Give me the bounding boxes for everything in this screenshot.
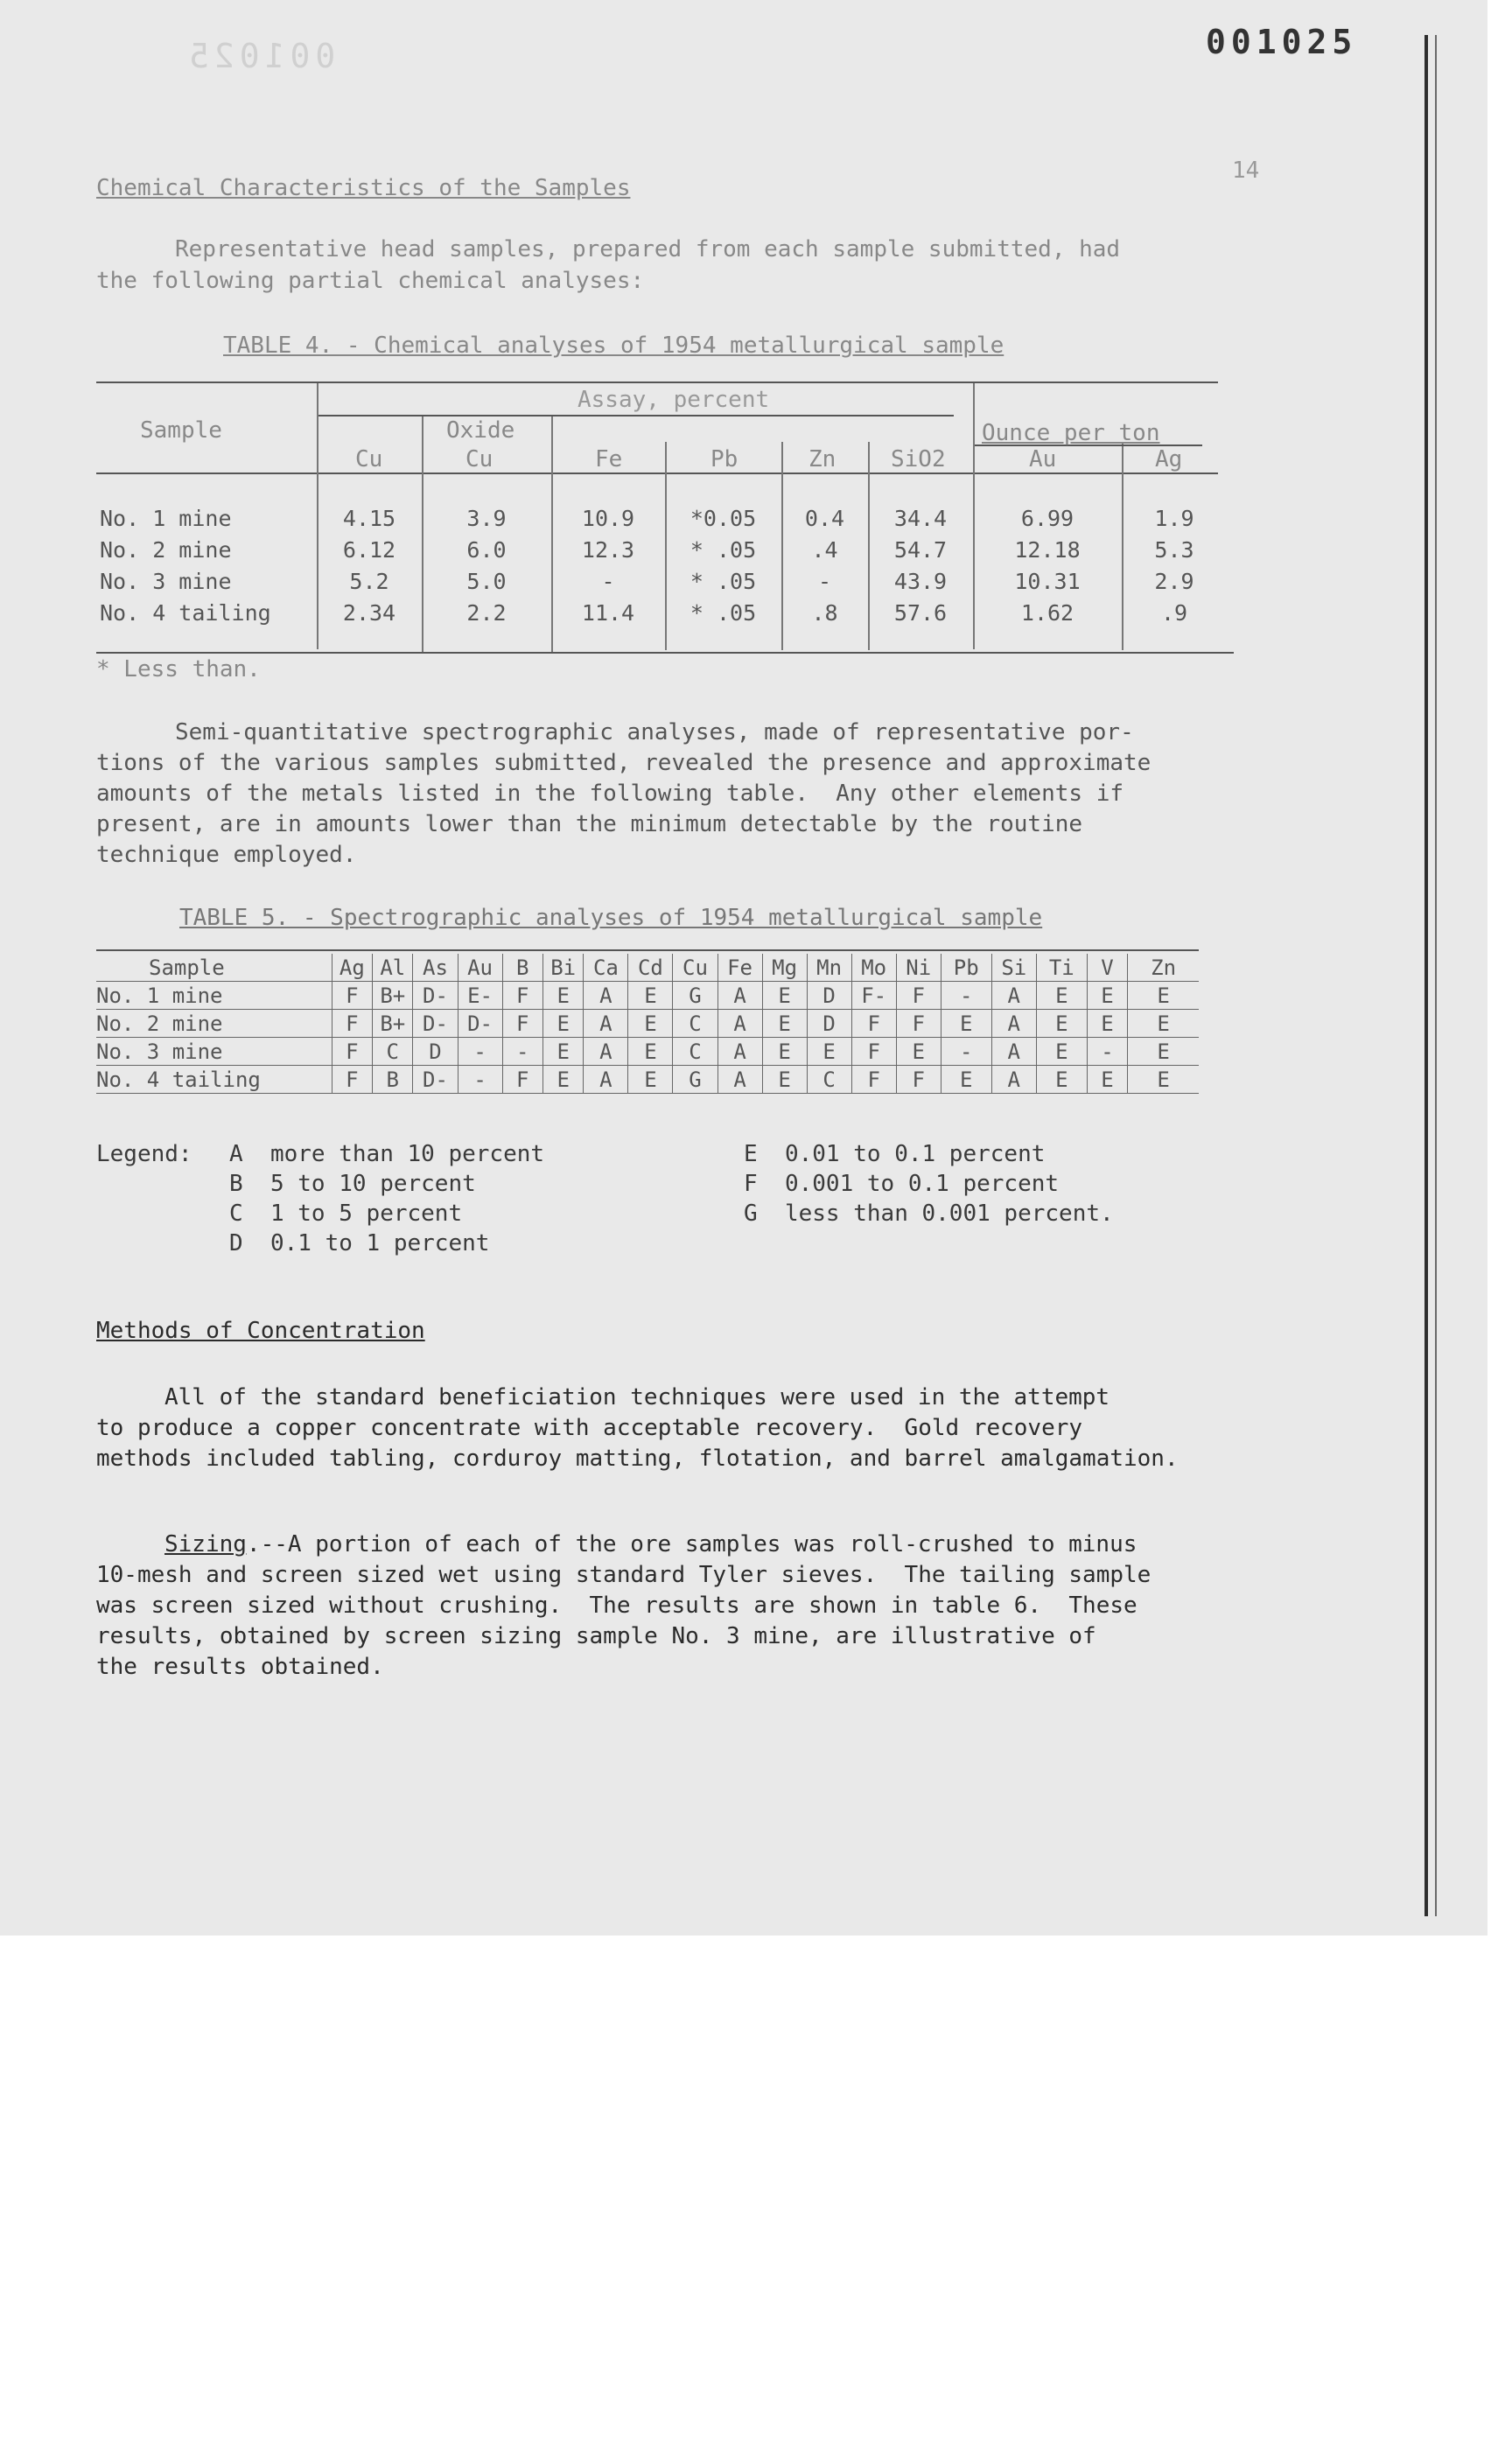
sizing-line-3: was screen sized without crushing. The results are shown in table 6. These	[96, 1592, 1138, 1619]
table4-cell-sample: No. 2 mine	[100, 536, 232, 563]
table5-value-cell: -	[458, 1038, 502, 1066]
table4-row	[94, 502, 1227, 534]
doc-id-bleedthrough: 001025	[184, 37, 336, 75]
table5-value-cell: E	[628, 1066, 673, 1094]
table5-value-cell: F-	[851, 982, 896, 1010]
legend-text: 0.1 to 1 percent	[270, 1230, 490, 1256]
table5-value-cell: E	[628, 1038, 673, 1066]
table5-value-cell: D	[807, 1010, 851, 1038]
table5-header-cell: Al	[373, 954, 413, 982]
table5-header-cell: Pb	[941, 954, 991, 982]
table5-value-cell: F	[851, 1038, 896, 1066]
table4-ag-header: Ag	[1155, 446, 1183, 472]
legend-entry	[744, 1169, 1059, 1199]
page-edge-line-inner	[1435, 35, 1437, 1916]
table5-value-cell: C	[673, 1038, 718, 1066]
table5-row	[96, 1010, 1199, 1038]
table4-cell-oxide: 2.2	[466, 599, 507, 626]
table5-value-cell: F	[896, 1010, 941, 1038]
table5-value-cell: E	[1087, 982, 1127, 1010]
table5-header-cell: Ca	[584, 954, 628, 982]
table5-value-cell: E	[807, 1038, 851, 1066]
legend-text: less than 0.001 percent.	[784, 1200, 1114, 1227]
table5-value-cell: E	[941, 1010, 991, 1038]
table4-row	[94, 597, 1227, 628]
table5-value-cell: E	[1128, 1038, 1199, 1066]
table4-cell-zn: 0.4	[804, 505, 845, 531]
table4-cell-cu: 2.34	[342, 599, 396, 626]
legend-text: 0.01 to 0.1 percent	[784, 1141, 1046, 1167]
table4-cell-ag: .9	[1160, 599, 1188, 626]
table4-au-header: Au	[1029, 446, 1057, 472]
table5-value-cell: E	[941, 1066, 991, 1094]
table4-cell-cu: 6.12	[342, 536, 396, 563]
table5-value-cell: F	[502, 1066, 542, 1094]
table4-cell-oxide: 5.0	[466, 568, 507, 594]
table4-cell-sample: No. 1 mine	[100, 505, 232, 531]
sizing-title: Sizing	[164, 1531, 247, 1558]
table5-value-cell: F	[332, 1010, 372, 1038]
table5-value-cell: D-	[458, 1010, 502, 1038]
table5-value-cell: E	[542, 1038, 583, 1066]
legend-key: G	[744, 1200, 758, 1227]
table4-cell-sample: No. 4 tailing	[100, 599, 271, 626]
table5-value-cell: G	[673, 982, 718, 1010]
table5-value-cell: F	[332, 1066, 372, 1094]
table5-value-cell: A	[991, 1010, 1036, 1038]
table5-value-cell: E	[762, 1066, 807, 1094]
table4-cell-sio2: 57.6	[893, 599, 948, 626]
table5-value-cell: -	[502, 1038, 542, 1066]
table5-value-cell: E	[1128, 982, 1199, 1010]
table5-value-cell: -	[1087, 1038, 1127, 1066]
table4-cell-cu: 5.2	[349, 568, 389, 594]
table4-cell-cu: 4.15	[342, 505, 396, 531]
table4-cell-sio2: 34.4	[893, 505, 948, 531]
table4-cell-oxide: 6.0	[466, 536, 507, 563]
table5-sample-cell: No. 2 mine	[96, 1010, 332, 1038]
table5-value-cell: A	[991, 982, 1036, 1010]
table4-assay-header: Assay, percent	[578, 387, 770, 413]
table5-value-cell: A	[718, 1010, 762, 1038]
spectro-line-1: Semi-quantitative spectrographic analyses, made of representative por-	[175, 719, 1134, 746]
table5-header-cell: As	[413, 954, 458, 982]
table5-header-cell: Ag	[332, 954, 372, 982]
table4-cell-sample: No. 3 mine	[100, 568, 232, 594]
table4-cell-au: 6.99	[1020, 505, 1074, 531]
legend-entry	[229, 1169, 476, 1199]
table5-value-cell: E	[1036, 1010, 1087, 1038]
table5-value-cell: E	[762, 1010, 807, 1038]
table4-cell-ag: 5.3	[1154, 536, 1194, 563]
table5-value-cell: E	[628, 1010, 673, 1038]
table5-value-cell: E	[542, 982, 583, 1010]
table4-oz-header: Ounce per ton	[982, 420, 1160, 446]
table5-header-cell: Ti	[1036, 954, 1087, 982]
spectro-line-2: tions of the various samples submitted, revealed the presence and approximate	[96, 750, 1152, 776]
legend-entry	[744, 1139, 1045, 1169]
document-id: 001025	[1206, 23, 1358, 61]
table5-value-cell: E	[542, 1010, 583, 1038]
table5-legend-title: Legend:	[96, 1141, 192, 1167]
table5-value-cell: E	[1128, 1010, 1199, 1038]
table5-value-cell: D	[413, 1038, 458, 1066]
table5-value-cell: A	[718, 1038, 762, 1066]
table5-value-cell: G	[673, 1066, 718, 1094]
table5-value-cell: B+	[373, 1010, 413, 1038]
table4-pb-header: Pb	[710, 446, 738, 472]
table5-value-cell: E	[1087, 1066, 1127, 1094]
table4-cell-au: 12.18	[1014, 536, 1081, 563]
table5-value-cell: D-	[413, 1066, 458, 1094]
table5-value-cell: A	[584, 1038, 628, 1066]
table5-row	[96, 1038, 1199, 1066]
table5-value-cell: F	[502, 1010, 542, 1038]
table5-header-cell: Sample	[96, 954, 332, 982]
table5-value-cell: E	[1036, 1066, 1087, 1094]
table4-cell-pb: *0.05	[690, 505, 757, 531]
table5-row	[96, 982, 1199, 1010]
table5-header-cell: B	[502, 954, 542, 982]
sizing-line-1	[164, 1530, 1137, 1560]
table5-value-cell: D-	[413, 1010, 458, 1038]
table4-cell-fe: 11.4	[581, 599, 635, 626]
table5-value-cell: A	[718, 982, 762, 1010]
table4-cell-fe: 12.3	[581, 536, 635, 563]
table5-value-cell: A	[584, 982, 628, 1010]
table5-value-cell: C	[673, 1010, 718, 1038]
table5-header-cell: Cd	[628, 954, 673, 982]
table4-cell-zn: .4	[811, 536, 838, 563]
table5-value-cell: E	[1087, 1010, 1127, 1038]
table4-cell-fe: -	[601, 568, 615, 594]
legend-entry	[229, 1228, 489, 1258]
table5-header-row	[96, 954, 1199, 982]
legend-text: 1 to 5 percent	[270, 1200, 463, 1227]
table5-value-cell: A	[991, 1038, 1036, 1066]
table5-value-cell: C	[807, 1066, 851, 1094]
table4-cell-sio2: 43.9	[893, 568, 948, 594]
table4-cell-fe: 10.9	[581, 505, 635, 531]
table4-cell-oxide: 3.9	[466, 505, 507, 531]
table5-value-cell: E	[628, 982, 673, 1010]
legend-key: A	[229, 1141, 243, 1167]
table4-oxide-header-2: Cu	[466, 446, 494, 472]
table4-bottom-rule	[96, 652, 1234, 654]
table5-value-cell: F	[332, 1038, 372, 1066]
table5-header-cell: Mg	[762, 954, 807, 982]
methods-line-1: All of the standard beneficiation techniques were used in the attempt	[164, 1384, 1110, 1410]
methods-line-3: methods included tabling, corduroy matting, flotation, and barrel amalgamation.	[96, 1446, 1179, 1472]
legend-key: B	[229, 1171, 243, 1197]
table5-value-cell: -	[941, 1038, 991, 1066]
table5-value-cell: B+	[373, 982, 413, 1010]
table4-zn-header: Zn	[808, 446, 836, 472]
table4-footnote: * Less than.	[96, 656, 261, 682]
table4-sample-header: Sample	[140, 417, 222, 444]
table5-header-cell: Ni	[896, 954, 941, 982]
intro-line-2: the following partial chemical analyses:	[96, 268, 645, 294]
sizing-line-4: results, obtained by screen sizing sample No. 3 mine, are illustrative of	[96, 1623, 1096, 1649]
table5-header-cell: Bi	[542, 954, 583, 982]
table5-header-cell: Cu	[673, 954, 718, 982]
table4-cell-pb: * .05	[690, 536, 757, 563]
table5-value-cell: F	[851, 1010, 896, 1038]
table5-value-cell: C	[373, 1038, 413, 1066]
legend-entry	[229, 1139, 544, 1169]
table4-cu-header: Cu	[355, 446, 383, 472]
legend-text: 0.001 to 0.1 percent	[784, 1171, 1060, 1197]
table5-sample-cell: No. 1 mine	[96, 982, 332, 1010]
table4-row	[94, 534, 1227, 565]
table5-header-cell: Zn	[1128, 954, 1199, 982]
table4-top-rule	[96, 382, 1218, 383]
legend-entry	[744, 1199, 1114, 1228]
table4-body	[94, 502, 1227, 628]
table5-value-cell: A	[718, 1066, 762, 1094]
table4-cell-zn: .8	[811, 599, 838, 626]
page-number: 14	[1232, 158, 1260, 184]
table5-value-cell: F	[896, 1066, 941, 1094]
table4-sio2-header: SiO2	[891, 446, 946, 472]
table5-sample-cell: No. 3 mine	[96, 1038, 332, 1066]
table4-cell-pb: * .05	[690, 599, 757, 626]
table4-fe-header: Fe	[595, 446, 623, 472]
table4-row	[94, 565, 1227, 597]
legend-key: F	[744, 1171, 758, 1197]
table5-header-cell: Mo	[851, 954, 896, 982]
table5-top-rule	[96, 949, 1199, 951]
table4-cell-sio2: 54.7	[893, 536, 948, 563]
legend-entry	[229, 1199, 462, 1228]
table5-value-cell: E	[1036, 982, 1087, 1010]
legend-text: 5 to 10 percent	[270, 1171, 476, 1197]
table5-value-cell: -	[458, 1066, 502, 1094]
table4-oxide-header: Oxide	[446, 417, 515, 444]
spectro-line-5: technique employed.	[96, 842, 357, 868]
table4-cell-pb: * .05	[690, 568, 757, 594]
sizing-line-5: the results obtained.	[96, 1654, 384, 1680]
table5-value-cell: B	[373, 1066, 413, 1094]
table5-value-cell: F	[502, 982, 542, 1010]
legend-key: D	[229, 1230, 243, 1256]
table5-value-cell: E	[896, 1038, 941, 1066]
table5-sample-cell: No. 4 tailing	[96, 1066, 332, 1094]
table5-value-cell: E	[1036, 1038, 1087, 1066]
legend-text: more than 10 percent	[270, 1141, 545, 1167]
methods-line-2: to produce a copper concentrate with acceptable recovery. Gold recovery	[96, 1415, 1083, 1441]
table5-value-cell: F	[851, 1066, 896, 1094]
table5-value-cell: D	[807, 982, 851, 1010]
table5-value-cell: E	[762, 1038, 807, 1066]
table5-value-cell: A	[584, 1066, 628, 1094]
table5-header-cell: Fe	[718, 954, 762, 982]
table4-cell-ag: 1.9	[1154, 505, 1194, 531]
table5-value-cell: E	[762, 982, 807, 1010]
table5-value-cell: D-	[413, 982, 458, 1010]
table5-header-cell: V	[1087, 954, 1127, 982]
table4-cell-au: 10.31	[1014, 568, 1081, 594]
table5-caption: TABLE 5. - Spectrographic analyses of 1954 metallurgical sample	[179, 905, 1043, 931]
table5-row	[96, 1066, 1199, 1094]
intro-line-1: Representative head samples, prepared from each sample submitted, had	[175, 236, 1121, 262]
table4-cell-au: 1.62	[1020, 599, 1074, 626]
table5-value-cell: A	[584, 1010, 628, 1038]
section-title: Chemical Characteristics of the Samples	[96, 175, 631, 201]
table5-value-cell: -	[941, 982, 991, 1010]
spectro-line-3: amounts of the metals listed in the following table. Any other elements if	[96, 780, 1124, 807]
methods-title: Methods of Concentration	[96, 1318, 425, 1344]
page-edge-line	[1424, 35, 1428, 1916]
legend-key: E	[744, 1141, 758, 1167]
table5-header-cell: Si	[991, 954, 1036, 982]
table5	[96, 954, 1199, 1094]
sizing-line-1-text: .--A portion of each of the ore samples was roll-crushed to minus	[246, 1531, 1138, 1558]
table5-value-cell: E	[1128, 1066, 1199, 1094]
table4-cell-zn: -	[817, 568, 832, 594]
table4-caption: TABLE 4. - Chemical analyses of 1954 metallurgical sample	[223, 332, 1004, 359]
sizing-line-2: 10-mesh and screen sized wet using standard Tyler sieves. The tailing sample	[96, 1562, 1152, 1588]
table5-value-cell: F	[896, 982, 941, 1010]
table5-header-cell: Au	[458, 954, 502, 982]
table5-value-cell: E	[542, 1066, 583, 1094]
table5-value-cell: A	[991, 1066, 1036, 1094]
table4-cell-ag: 2.9	[1154, 568, 1194, 594]
table5-value-cell: F	[332, 982, 372, 1010]
table5-value-cell: E-	[458, 982, 502, 1010]
legend-key: C	[229, 1200, 243, 1227]
table5-header-cell: Mn	[807, 954, 851, 982]
spectro-line-4: present, are in amounts lower than the minimum detectable by the routine	[96, 811, 1083, 837]
